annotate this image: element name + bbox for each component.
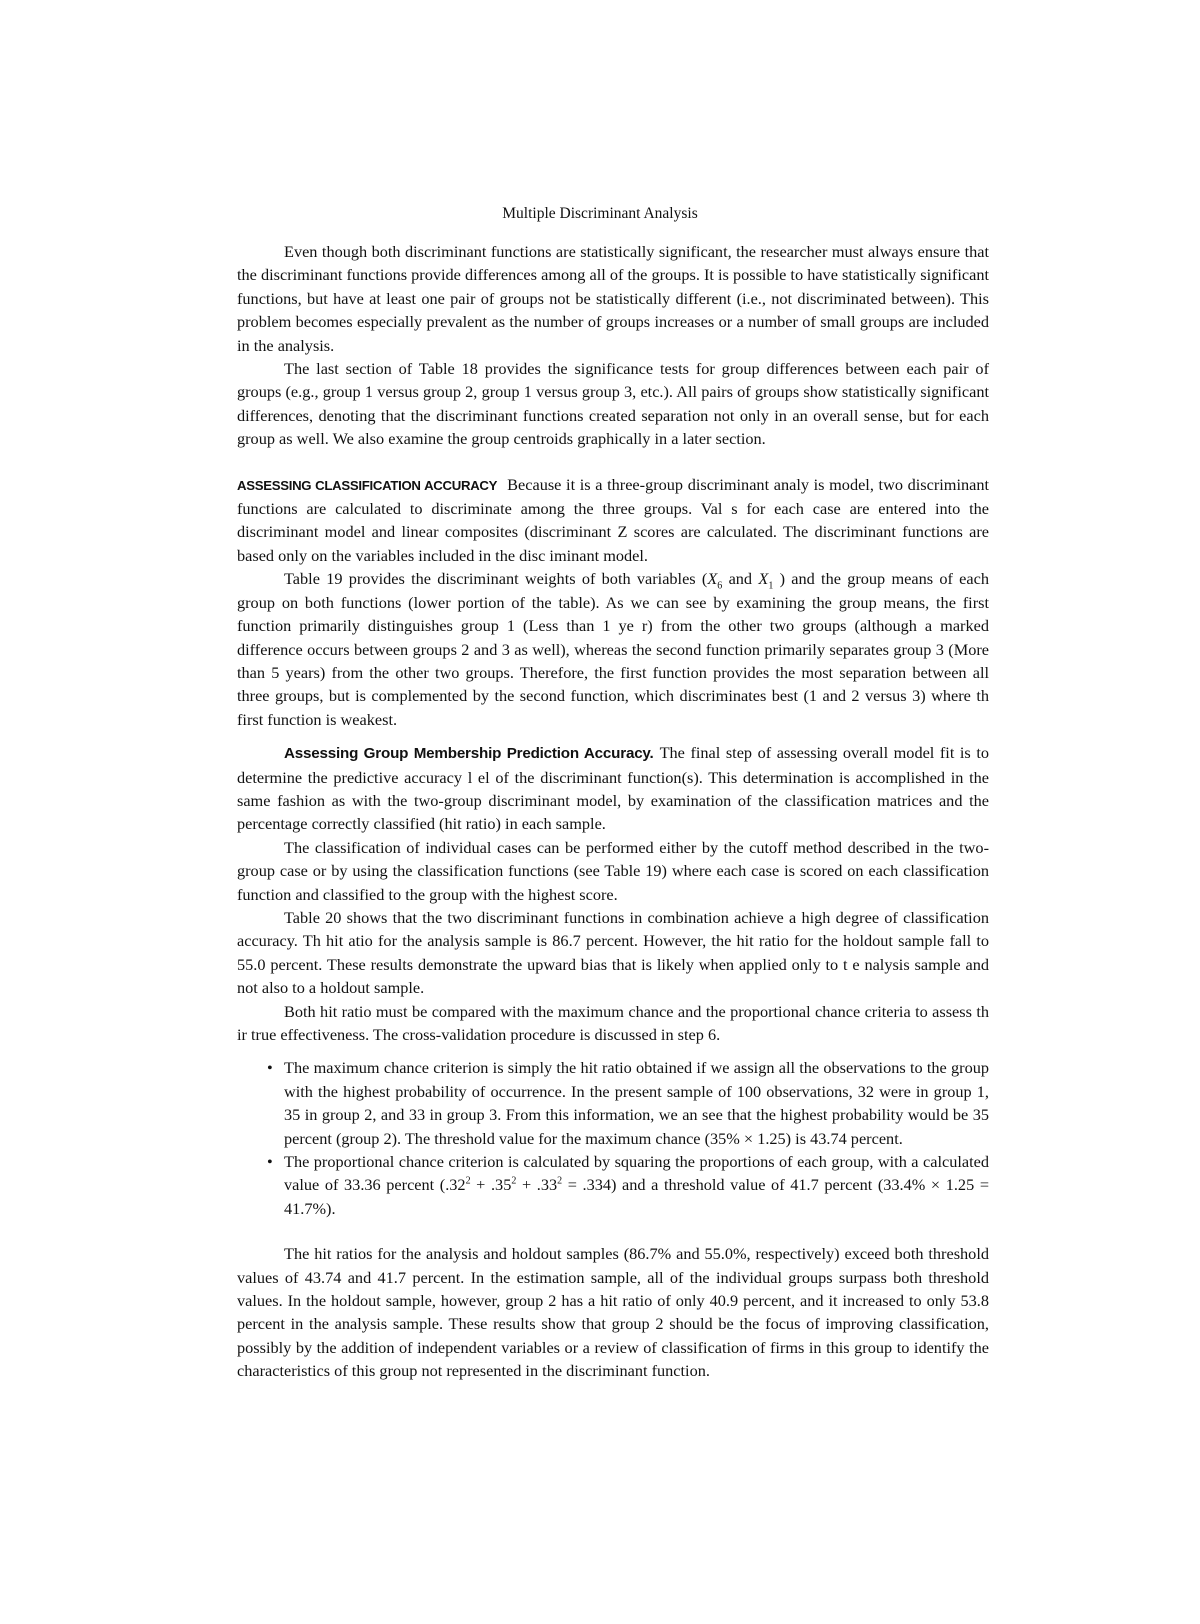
paragraph-with-heading	[237, 741, 989, 836]
bullet-marker: •	[267, 1058, 273, 1078]
paragraph	[237, 567, 989, 731]
text-run: and	[722, 569, 759, 589]
paragraph: Table 20 shows that the two discriminant functions in combination achieve a high degree of classification accuracy. Th hit atio for the analysis sample is 86.7 percent. However, the hit ratio for the holdout sample fall to 55.0 percent. These results demonstrate the upward bias that is likely when applied only to t e nalysis sample and not also to a holdout sample.	[237, 907, 989, 998]
superscript: 2	[557, 1176, 563, 1188]
paragraph-with-heading	[237, 473, 989, 568]
variable: X	[758, 569, 769, 589]
paragraph-text: Because it is a three-group discriminant analy is model, two discriminant functions are calculated to discriminate among the three groups. Val s for each case are entered into the discriminant model and linear composites (discriminant Z scores are calculated. The discriminant functions are based only on the variables included in the disc iminant model.	[237, 474, 990, 565]
bullet-item	[237, 1150, 989, 1220]
text-run: + .35	[470, 1175, 512, 1195]
text-run: Table 19 provides the discriminant weights of both variables (	[284, 569, 708, 589]
variable: X	[707, 569, 718, 589]
subsection-heading: Assessing Group Membership Prediction Accuracy.	[284, 745, 654, 763]
paragraph: Even though both discriminant functions are statistically significant, the researcher must always ensure that the discriminant functions provide differences among all of the groups. It is possible to have statistically significant functions, but have at least one pair of groups not be statistically different (i.e., not discriminated between). This problem becomes especially prevalent as the number of groups increases or a number of small groups are included in the analysis.	[237, 242, 989, 355]
bullet-item	[237, 1056, 989, 1150]
paragraph: The classification of individual cases can be performed either by the cutoff method described in the two-group case or by using the classification functions (see Table 19) where each case is scored on each classification function and classified to the group with the highest score.	[237, 837, 989, 904]
section-heading: ASSESSING CLASSIFICATION ACCURACY	[237, 477, 498, 493]
bullet-text: The maximum chance criterion is simply the hit ratio obtained if we assign all the observations to the group with the highest probability of occurrence. In the present sample of 100 observations, 32 were in group 1, 35 in group 2, and 33 in group 3. From this information, we an see that the highest probability would be 35 percent (group 2). The threshold value for the maximum chance (35% × 1.25) is 43.74 percent.	[284, 1058, 989, 1148]
bullet-list	[237, 1056, 989, 1220]
paragraph: Both hit ratio must be compared with the maximum chance and the proportional chance criteria to assess th ir true effectiveness. The cross-validation procedure is discussed in step 6.	[237, 1001, 989, 1044]
superscript: 2	[511, 1176, 517, 1188]
text-run: + .33	[516, 1175, 558, 1195]
superscript: 2	[465, 1176, 471, 1188]
paragraph: The last section of Table 18 provides the significance tests for group differences between each pair of groups (e.g., group 1 versus group 2, group 1 versus group 3, etc.). All pairs of groups show statistically significant differences, denoting that the discriminant functions created separation not only in an overall sense, but for each group as well. We also examine the group centroids graphically in a later section.	[237, 359, 989, 449]
paragraph-text: The final step of assessing overall model fit is to determine the predictive accuracy l el of the discriminant function(s). This determination is accomplished in the same fashion as with the two-group discriminant model, by examination of the classification matrices and the percentage correctly classified (hit ratio) in each sample.	[237, 743, 989, 834]
paragraph	[237, 1242, 989, 1382]
paragraph-text: The hit ratios for the analysis and holdout samples (86.7% and 55.0%, respectively) exceed both threshold values of 43.74 and 41.7 percent. In the estimation sample, all of the individual groups surpass both threshold values. In the holdout sample, however, group 2 has a hit ratio of only 40.9 percent, and it increased to only 53.8 percent in the analysis sample. These results show that group 2 should be the focus of improving classification, possibly by the addition of independent variables or a review of classification of firms in this group to identify the characteristics of this group not represented in the discriminant function.	[237, 1244, 989, 1381]
text-run: = .334) and a threshold value of 41.7 percent (33.4% × 1.25 = 41.7%).	[284, 1175, 990, 1218]
text-run: ) and the group means of each group on both functions (lower portion of the table). As we can see by examining the group means, the first function primarily distinguishes group 1 (Less than 1 ye r) from the other two groups (although a marked difference occurs between groups 2 and 3 as well), whereas the second function primarily separates group 3 (More than 5 years) from the other two groups. Therefore, the first function provides the most separation between all three groups, but is complemented by the second function, which discriminates best (1 and 2 versus 3) where th first function is weakest.	[237, 569, 989, 729]
running-head: Multiple Discriminant Analysis	[502, 205, 698, 222]
body-text	[237, 240, 989, 1383]
subscript: 6	[717, 580, 723, 592]
subscript: 1	[768, 580, 774, 592]
text-run: The proportional chance criterion is calculated by squaring the proportions of each group, with a calculated value of 33.36 percent (.32	[284, 1152, 989, 1195]
bullet-marker: •	[267, 1152, 273, 1172]
